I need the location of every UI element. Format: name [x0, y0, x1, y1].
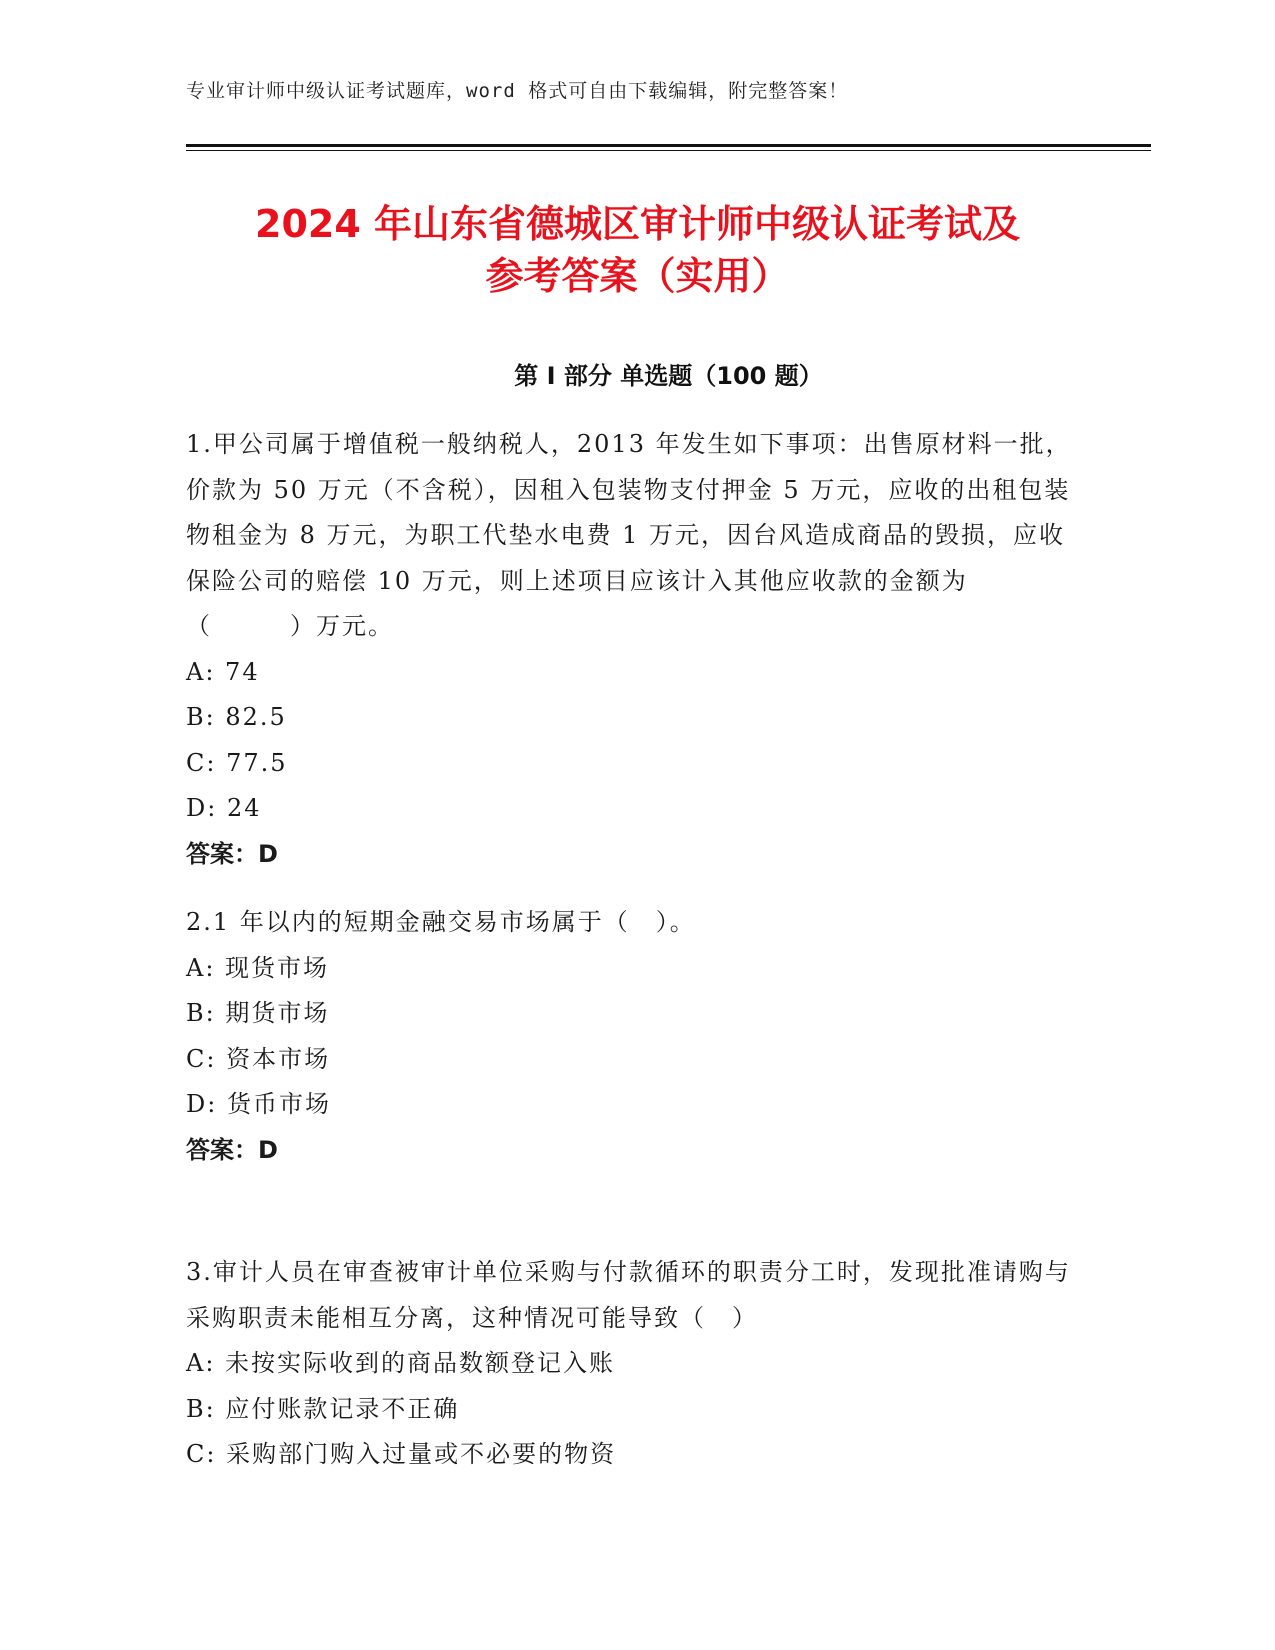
document-title: [130, 198, 1145, 302]
option-d: D: 24: [186, 794, 262, 822]
question-1: [186, 422, 1076, 877]
question-3: [186, 1250, 1076, 1478]
answer-label: 答案：D: [186, 839, 278, 868]
option-d: D: 货币市场: [186, 1090, 331, 1118]
question-stem: 2.1 年以内的短期金融交易市场属于（ ）。: [186, 908, 696, 936]
header-divider-thick: [186, 144, 1151, 147]
option-a: A: 现货市场: [186, 953, 330, 982]
option-b: B: 期货市场: [186, 999, 330, 1027]
question-stem: 1.甲公司属于增值税一般纳税人，2013 年发生如下事项：出售原材料一批，价款为 50 万元（不含税），因租入包装物支付押金 5 万元，应收的出租包装物租金为 8 万元，为职工代垫水电费 1 万元，因台风造成商品的毁损，应收保险公司的赔偿 10 万元，则上述项目应该计入其他应收款的金额为（ ）万元。: [186, 430, 1072, 640]
option-b: B: 应付账款记录不正确: [186, 1394, 460, 1423]
option-c: C: 资本市场: [186, 1044, 331, 1073]
header-note: 专业审计师中级认证考试题库，word 格式可自由下载编辑，附完整答案！: [186, 80, 849, 102]
document-title-line1: 2024 年山东省德城区审计师中级认证考试及: [255, 202, 1020, 246]
option-a: A: 74: [186, 657, 260, 686]
option-b: B: 82.5: [186, 703, 287, 731]
option-c: C: 采购部门购入过量或不必要的物资: [186, 1440, 617, 1468]
section-heading: 第 I 部分 单选题（100 题）: [514, 362, 823, 390]
option-c: C: 77.5: [186, 748, 288, 777]
question-stem: 3.审计人员在审查被审计单位采购与付款循环的职责分工时，发现批准请购与采购职责未能相互分离，这种情况可能导致（ ）: [186, 1258, 1071, 1332]
answer-label: 答案：D: [186, 1135, 278, 1164]
question-2: [186, 900, 1076, 1173]
header-divider-thin: [186, 150, 1151, 151]
option-a: A: 未按实际收到的商品数额登记入账: [186, 1349, 616, 1377]
document-title-line2: 参考答案（实用）: [485, 254, 790, 298]
